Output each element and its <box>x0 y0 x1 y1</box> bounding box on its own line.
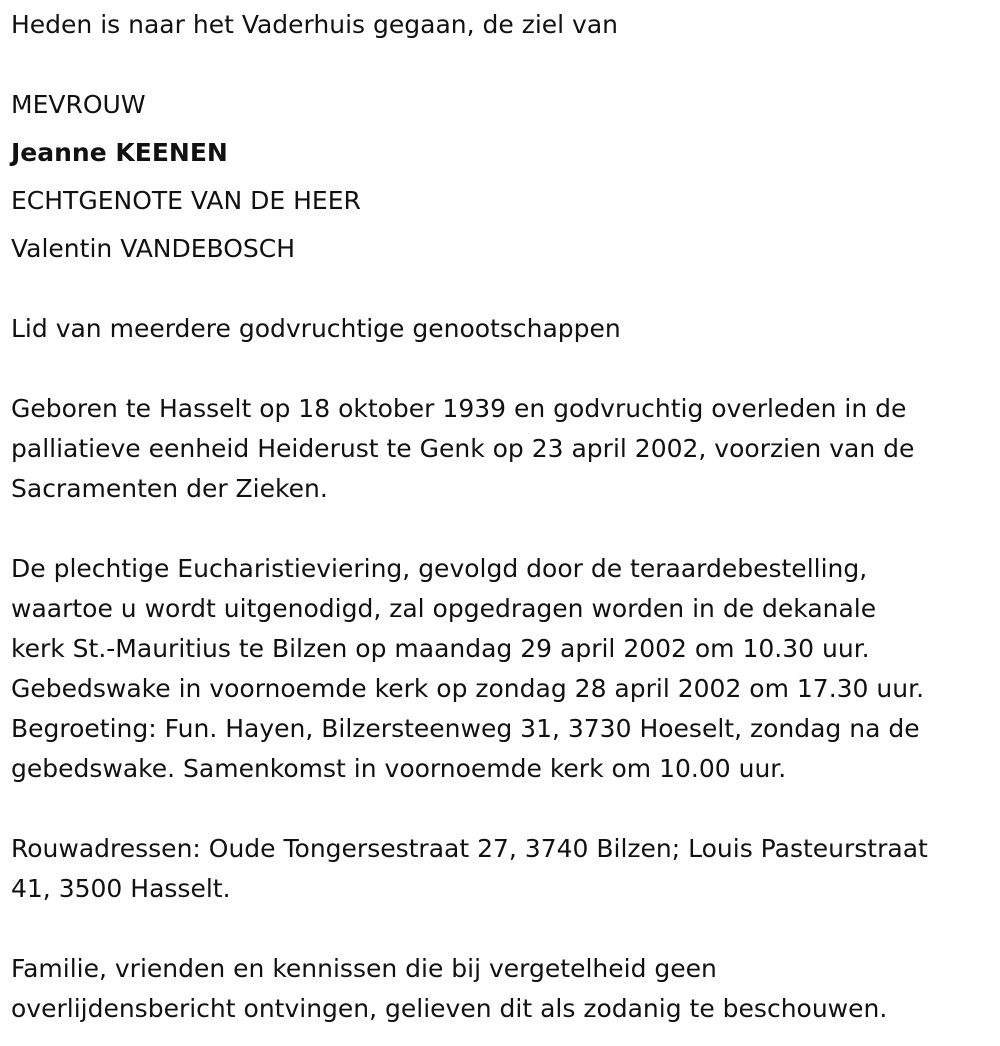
paragraph-line: De plechtige Eucharistieviering, gevolgd door de teraardebestelling, <box>11 554 868 583</box>
ceremony-paragraph <box>11 549 986 789</box>
spouse-name: Valentin VANDEBOSCH <box>11 234 296 263</box>
paragraph-line: waartoe u wordt uitgenodigd, zal opgedragen worden in de dekanale <box>11 594 877 623</box>
paragraph-line: Gebedswake in voornoemde kerk op zondag 28 april 2002 om 17.30 uur. <box>11 674 925 703</box>
paragraph-line: Geboren te Hasselt op 18 oktober 1939 en godvruchtig overleden in de <box>11 394 907 423</box>
birth-death-paragraph <box>11 389 986 509</box>
paragraph-line: 41, 3500 Hasselt. <box>11 874 231 903</box>
paragraph-line: palliatieve eenheid Heiderust te Genk op 23 april 2002, voorzien van de <box>11 434 915 463</box>
closing-paragraph <box>11 949 986 1029</box>
addresses-paragraph <box>11 829 986 909</box>
membership-line: Lid van meerdere godvruchtige genootschappen <box>11 314 621 343</box>
intro-line: Heden is naar het Vaderhuis gegaan, de ziel van <box>11 10 618 39</box>
paragraph-line: kerk St.-Mauritius te Bilzen op maandag 29 april 2002 om 10.30 uur. <box>11 634 870 663</box>
paragraph-line: Begroeting: Fun. Hayen, Bilzersteenweg 31, 3730 Hoeselt, zondag na de <box>11 714 920 743</box>
deceased-name: Jeanne KEENEN <box>11 138 228 167</box>
title-line: MEVROUW <box>11 90 146 119</box>
paragraph-line: overlijdensbericht ontvingen, gelieven dit als zodanig te beschouwen. <box>11 994 888 1023</box>
spouse-label: ECHTGENOTE VAN DE HEER <box>11 186 361 215</box>
paragraph-line: Rouwadressen: Oude Tongersestraat 27, 3740 Bilzen; Louis Pasteurstraat <box>11 834 928 863</box>
paragraph-line: gebedswake. Samenkomst in voornoemde kerk om 10.00 uur. <box>11 754 787 783</box>
paragraph-line: Familie, vrienden en kennissen die bij vergetelheid geen <box>11 954 717 983</box>
paragraph-line: Sacramenten der Zieken. <box>11 474 328 503</box>
